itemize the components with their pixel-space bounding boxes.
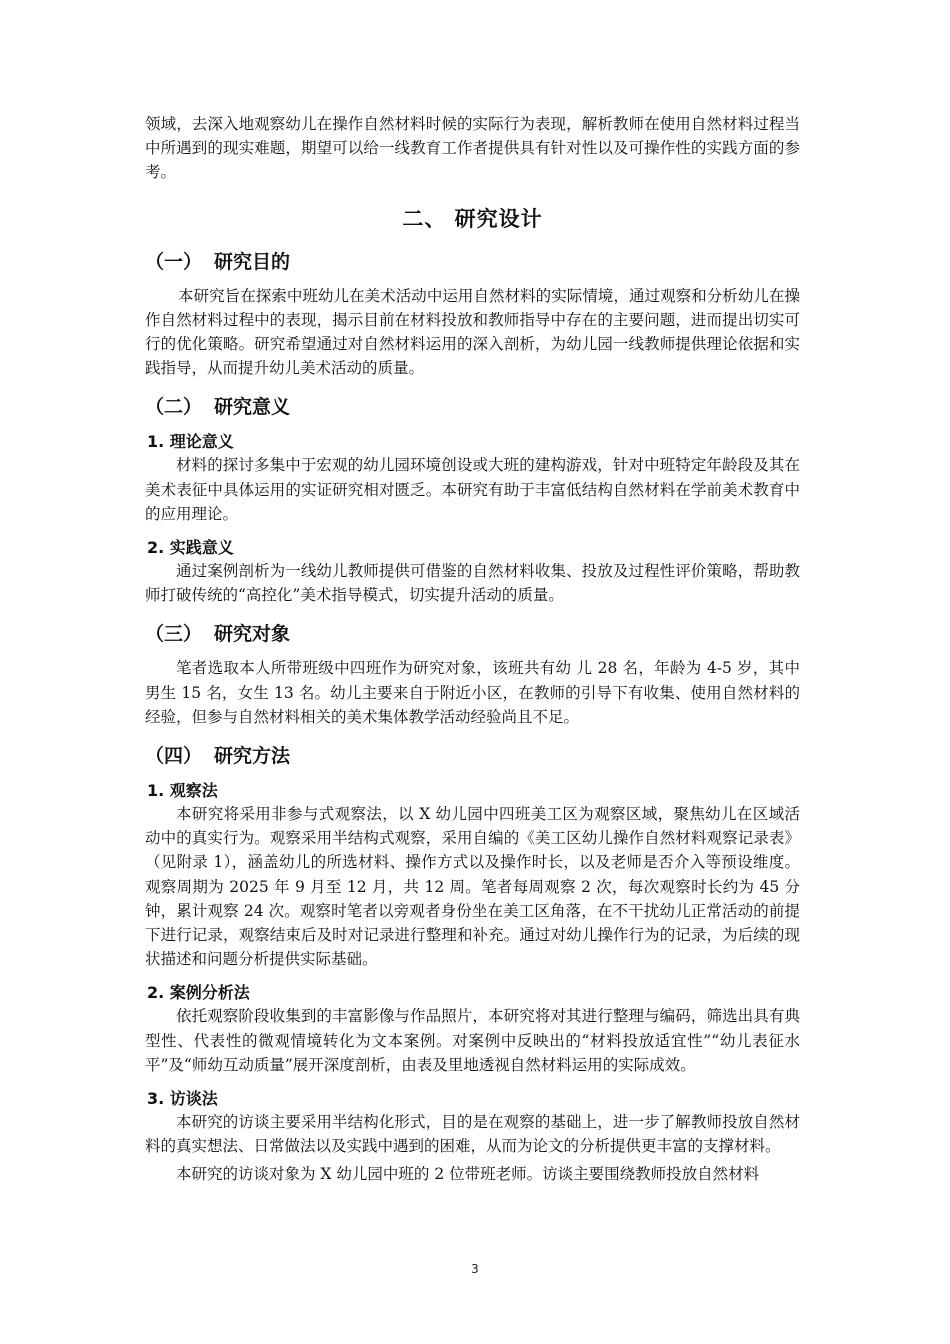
section-title: 研究意义 bbox=[214, 396, 291, 419]
section-heading-significance bbox=[145, 392, 800, 419]
section-title: 研究方法 bbox=[214, 745, 291, 768]
interview-paragraph-1: 本研究的访谈主要采用半结构化形式，目的是在观察的基础上，进一步了解教师投放自然材料的真实想法、日常做法以及实践中遇到的困难，从而为论文的分析提供更丰富的支撑材料。 bbox=[145, 1113, 800, 1156]
subheading-case-analysis: 2. 案例分析法 bbox=[147, 983, 250, 1003]
purpose-paragraph: 本研究旨在探索中班幼儿在美术活动中运用自然材料的实际情境，通过观察和分析幼儿在操作自然材料过程中的表现，揭示目前在材料投放和教师指导中存在的主要问题，进而提出切实可行的优化策略。研究希望通过对自然材料运用的深入剖析，为幼儿园一线教师提供理论依据和实践指导，从而提升幼儿美术活动的质量。 bbox=[145, 286, 800, 378]
section-heading-subject bbox=[145, 619, 800, 646]
section-heading-purpose bbox=[145, 247, 800, 274]
section-number: （四） bbox=[145, 745, 203, 768]
page-number: 3 bbox=[471, 1262, 479, 1276]
observation-paragraph: 本研究将采用非参与式观察法，以 X 幼儿园中四班美工区为观察区域，聚焦幼儿在区域活动中的真实行为。观察采用半结构式观察，采用自编的《美工区幼儿操作自然材料观察记录表》（见附录 1），涵盖幼儿的所选材料、操作方式以及操作时长，以及老师是否介入等预设维度。观察周期为 2025 年 9 月至 12 月，共 12 周。笔者每周观察 2 次，每次观察时长约为 45 分钟，累计观察 24 次。观察时笔者以旁观者身份坐在美工区角落，在不干扰幼儿正常活动的前提下进行记录，观察结束后及时对记录进行整理和补充。通过对幼儿操作行为的记录，为后续的现状描述和问题分析提供实际基础。 bbox=[145, 805, 800, 969]
section-heading-methods bbox=[145, 741, 800, 768]
practice-paragraph: 通过案例剖析为一线幼儿教师提供可借鉴的自然材料收集、投放及过程性评价策略，帮助教师打破传统的“高控化”美术指导模式，切实提升活动的质量。 bbox=[145, 562, 800, 605]
section-title: 研究对象 bbox=[214, 623, 291, 646]
interview-paragraph-2: 本研究的访谈对象为 X 幼儿园中班的 2 位带班老师。访谈主要围绕教师投放自然材料 bbox=[176, 1165, 760, 1184]
section-number: （二） bbox=[145, 396, 203, 419]
subheading-interview: 3. 访谈法 bbox=[147, 1089, 218, 1109]
theory-paragraph: 材料的探讨多集中于宏观的幼儿园环境创设或大班的建构游戏，针对中班特定年龄段及其在美术表征中具体运用的实证研究相对匮乏。本研究有助于丰富低结构自然材料在学前美术教育中的应用理论。 bbox=[145, 456, 800, 523]
document-page bbox=[145, 112, 800, 1187]
section-title: 研究目的 bbox=[214, 250, 291, 273]
section-number: （一） bbox=[145, 250, 203, 273]
subheading-theory: 1. 理论意义 bbox=[147, 432, 234, 452]
chapter-heading: 二、 研究设计 bbox=[402, 206, 543, 231]
intro-paragraph: 领域，去深入地观察幼儿在操作自然材料时候的实际行为表现，解析教师在使用自然材料过程当中所遇到的现实难题，期望可以给一线教育工作者提供具有针对性以及可操作性的实践方面的参考。 bbox=[145, 115, 800, 182]
section-number: （三） bbox=[145, 623, 203, 646]
subject-paragraph: 笔者选取本人所带班级中四班作为研究对象，该班共有幼 儿 28 名，年龄为 4-5 岁，其中男生 15 名，女生 13 名。幼儿主要来自于附近小区，在教师的引导下有收集、使用自然材料的经验，但参与自然材料相关的美术集体教学活动经验尚且不足。 bbox=[145, 659, 800, 726]
subheading-observation: 1. 观察法 bbox=[147, 781, 218, 801]
case-paragraph: 依托观察阶段收集到的丰富影像与作品照片，本研究将对其进行整理与编码，筛选出具有典型性、代表性的微观情境转化为文本案例。对案例中反映出的“材料投放适宜性”“幼儿表征水平”及“师幼互动质量”展开深度剖析，由表及里地透视自然材料运用的实际成效。 bbox=[145, 1007, 800, 1074]
subheading-practice: 2. 实践意义 bbox=[147, 538, 234, 558]
